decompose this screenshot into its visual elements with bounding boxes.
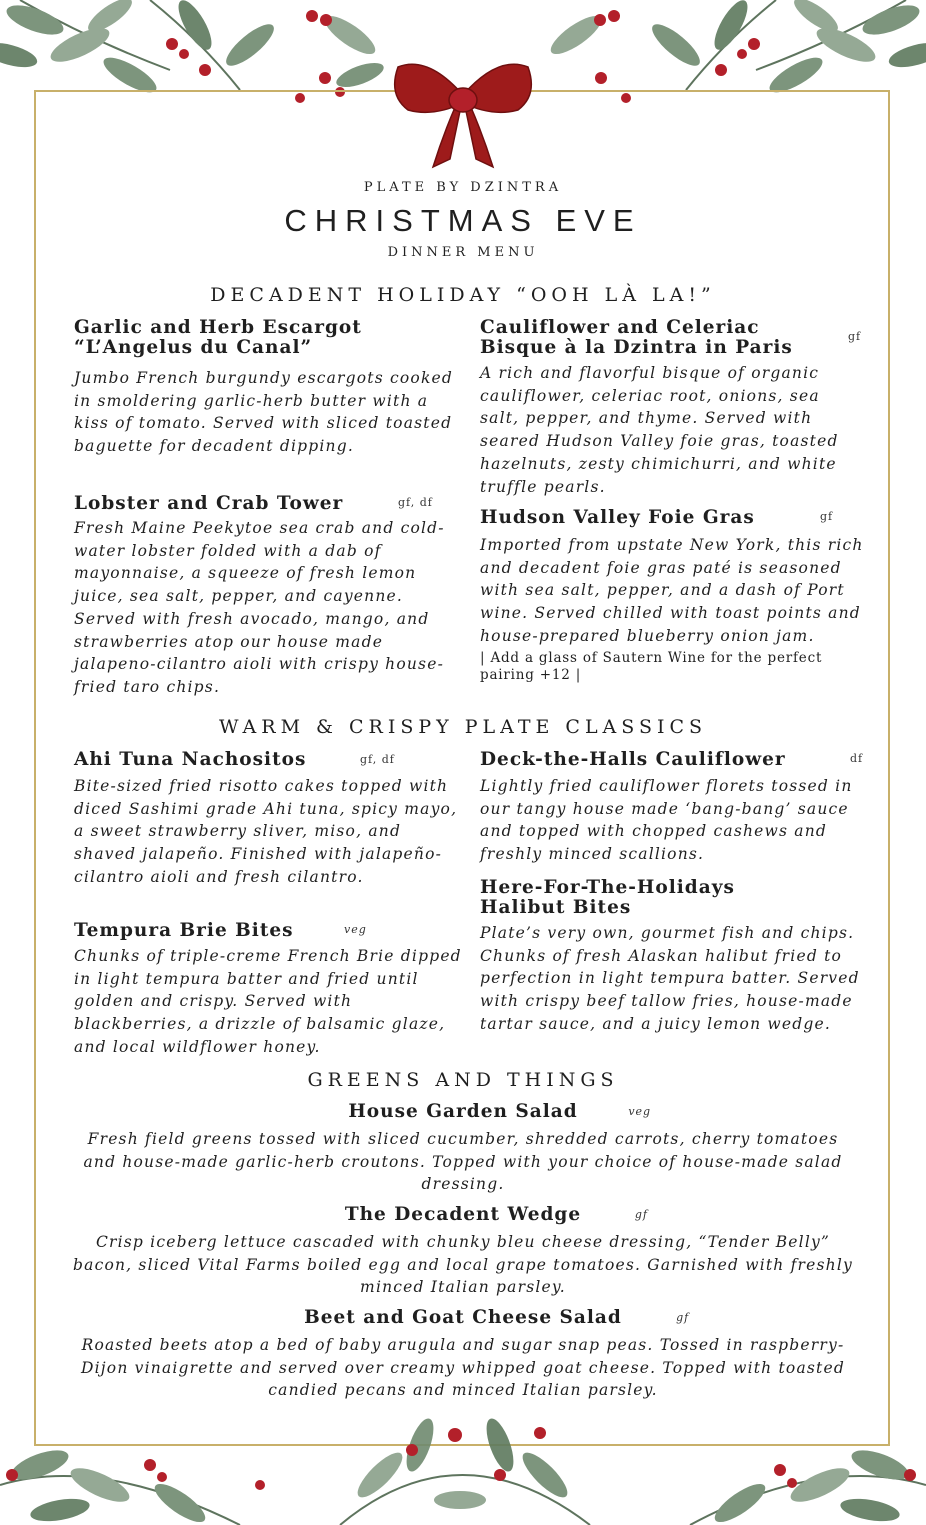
item-description: Roasted beets atop a bed of baby arugula and sugar snap peas. Tossed in raspberry-Dijon vinaigrette and served over creamy whipped goat cheese. Topped with toasted candied pecans and minced Italian parsley. — [81, 1336, 845, 1400]
item-name: House Garden Salad — [348, 1101, 578, 1122]
item-tag: gf, df — [398, 496, 433, 509]
item-description: Fresh field greens tossed with sliced cucumber, shredded carrots, cherry tomatoes and house-made garlic-herb croutons. Topped with your choice of house-made salad dressing. — [83, 1130, 843, 1194]
item-name: Cauliflower and Celeriac Bisque à la Dzintra in Paris — [480, 317, 793, 358]
section-title: WARM & CRISPY PLATE CLASSICS — [218, 716, 708, 738]
menu-item — [70, 1205, 856, 1299]
menu-item — [480, 750, 870, 866]
item-description: Fresh Maine Peekytoe sea crab and cold-water lobster folded with a dab of mayonnaise, a squeeze of fresh lemon juice, sea salt, pepper, and cayenne. Served with fresh avocado, mango, and strawberries atop our house made jalapeno-cilantro aioli with crispy house-fried taro chips. — [74, 519, 445, 696]
page-title: CHRISTMAS EVE — [284, 203, 642, 238]
item-tag: gf — [676, 1311, 690, 1324]
wine-pairing-note: | Add a glass of Sautern Wine for the perfect pairing +12 | — [480, 649, 823, 683]
section-title: DECADENT HOLIDAY “OOH LÀ LA!” — [210, 284, 716, 306]
item-description: Bite-sized fried risotto cakes topped with diced Sashimi grade Ahi tuna, spicy mayo, a sweet strawberry sliver, miso, and shaved jalapeño. Finished with jalapeño-cilantro aioli and fresh cilantro. — [74, 777, 458, 886]
item-description: Chunks of triple-creme French Brie dipped in light tempura batter and fried until golden and crispy. Served with blackberries, a drizzle of balsamic glaze, and local wildflower honey. — [74, 947, 462, 1056]
page-subtitle: DINNER MENU — [387, 245, 539, 260]
item-description: A rich and flavorful bisque of organic cauliflower, celeriac root, onions, sea salt, pepper, and thyme. Served with seared Hudson Valley foie gras, toasted hazelnuts, zesty chimichurri, and white truffle pearls. — [480, 364, 839, 496]
item-tag: veg — [344, 923, 367, 936]
item-name: Garlic and Herb Escargot “L’Angelus du Canal” — [74, 317, 362, 358]
item-name: Here-For-The-Holidays Halibut Bites — [480, 877, 735, 918]
item-name: Beet and Goat Cheese Salad — [304, 1307, 622, 1328]
section-title: GREENS AND THINGS — [307, 1069, 619, 1091]
item-description: Jumbo French burgundy escargots cooked in smoldering garlic-herb butter with a kiss of tomato. Served with sliced toasted baguette for decadent dipping. — [74, 369, 454, 456]
menu-item — [70, 1308, 856, 1402]
menu-item — [480, 318, 865, 498]
menu-item — [74, 750, 469, 889]
item-name: Ahi Tuna Nachositos — [74, 749, 307, 770]
menu-item — [74, 921, 469, 1059]
menu-item — [480, 878, 880, 1036]
menu-item — [70, 1102, 856, 1196]
garland-icon — [0, 1415, 926, 1525]
bow-icon — [388, 55, 538, 175]
item-description: Plate’s very own, gourmet fish and chips. Chunks of fresh Alaskan halibut fried to perfection in light tempura batter. Served with crispy beef tallow fries, house-made tartar sauce, and a juicy lemon wedge. — [480, 924, 860, 1033]
item-name: Lobster and Crab Tower — [74, 493, 344, 514]
item-name: The Decadent Wedge — [344, 1204, 582, 1225]
item-tag: gf, df — [360, 753, 395, 766]
brand-name: PLATE BY DZINTRA — [363, 180, 563, 195]
item-description: Crisp iceberg lettuce cascaded with chunky bleu cheese dressing, “Tender Belly” bacon, sliced Vital Farms boiled egg and local grape tomatoes. Garnished with freshly minced Italian parsley. — [73, 1233, 853, 1297]
menu-item — [74, 494, 469, 699]
item-description: Lightly fried cauliflower florets tossed in our tangy house made ‘bang-bang’ sauce and topped with chopped cashews and freshly minced scallions. — [480, 777, 853, 864]
item-name: Deck-the-Halls Cauliflower — [480, 749, 786, 770]
item-name: Tempura Brie Bites — [74, 920, 294, 941]
menu-item — [74, 318, 469, 458]
item-name: Hudson Valley Foie Gras — [480, 507, 755, 528]
item-description: Imported from upstate New York, this rich and decadent foie gras paté is seasoned with sea salt, pepper, and a dash of Port wine. Served chilled with toast points and house-prepared blueberry onion jam. — [480, 536, 864, 645]
item-tag: gf — [848, 330, 862, 343]
item-tag: veg — [628, 1105, 652, 1118]
item-tag: gf — [634, 1208, 648, 1221]
item-tag: df — [850, 752, 864, 765]
menu-item — [480, 508, 865, 684]
item-tag: gf — [820, 510, 834, 523]
